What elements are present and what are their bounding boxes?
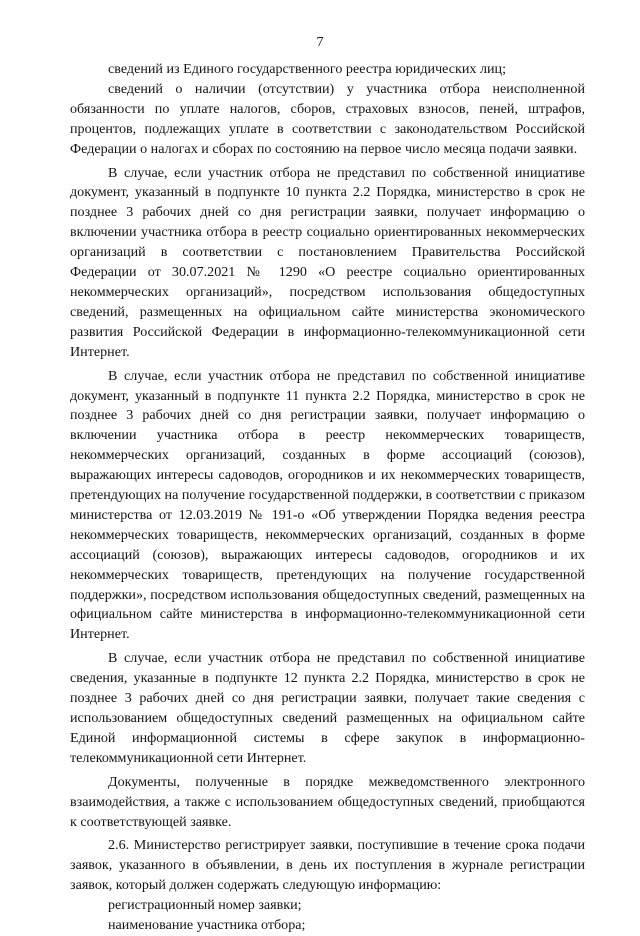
paragraph-application-registration: 2.6. Министерство регистрирует заявки, поступившие в течение срока подачи заявок, указанного в объявлении, в день их поступления в журнале регистрации заявок, который должен содержать следующую информацию: <box>70 837 585 894</box>
list-item-registration-number: регистрационный номер заявки; <box>108 897 302 914</box>
paragraph-procurement-info: В случае, если участник отбора не представил по собственной инициативе сведения, указанные в подпункте 12 пункта 2.2 Порядка, министерство в срок не позднее 3 рабочих дней со дня регистрации заявки, получает такие сведения с использованием общедоступных сведений размещенных на официальном сайте Единой информационной системы в сфере закупок в информационно-телекоммуникационной сети Интернет. <box>70 650 585 766</box>
paragraph-sonko-registry: В случае, если участник отбора не представил по собственной инициативе документ, указанный в подпункте 10 пункта 2.2 Порядка, министерство в срок не позднее 3 рабочих дней со дня регистрации заявки, получает информацию о включении участника отбора в реестр социально ориентированных некоммерческих организаций в соответствии с постановлением Правительства Российской Федерации от 30.07.2021 № 1290 «О реестре социально ориентированных некоммерческих организаций», посредством использования общедоступных сведений, размещенных на официальном сайте министерства экономического развития Российской Федерации в информационно-телекоммуникационной сети Интернет. <box>70 164 585 360</box>
paragraph-tax-debt-info: сведений о наличии (отсутствии) у участника отбора неисполненной обязанности по уплате налогов, сборов, страховых взносов, пеней, штрафов, процентов, подлежащих уплате в соответствии с законодательством Российской Федерации о налогах и сборах по состоянию на первое число месяца подачи заявки. <box>70 80 585 157</box>
list-item-participant-name: наименование участника отбора; <box>108 917 306 934</box>
paragraph-egrul-info: сведений из Единого государственного реестра юридических лиц; <box>108 61 507 77</box>
page-number: 7 <box>316 34 324 50</box>
document-body <box>70 60 585 936</box>
paragraph-interagency-documents: Документы, полученные в порядке межведомственного электронного взаимодействия, а также с использованием общедоступных сведений, приобщаются к соответствующей заявке. <box>70 773 585 830</box>
paragraph-gardeners-registry: В случае, если участник отбора не представил по собственной инициативе документ, указанный в подпункте 11 пункта 2.2 Порядка, министерство в срок не позднее 3 рабочих дней со дня регистрации заявки, получает информацию о включении участника отбора в реестр некоммерческих товариществ, некоммерческих организаций, созданных в форме ассоциаций (союзов), выражающих интересы садоводов, огородников и их некоммерческих товариществ, претендующих на получение государственной поддержки, в соответствии с приказом министерства от 12.03.2019 № 191-о «Об утверждении Порядка ведения реестра некоммерческих товариществ, некоммерческих организаций, созданных в форме ассоциаций (союзов), выражающих интересы садоводов, огородников и их некоммерческих товариществ, претендующих на получение государственной поддержки», посредством использования общедоступных сведений, размещенных на официальном сайте министерства в информационно-телекоммуникационной сети Интернет. <box>70 367 585 643</box>
